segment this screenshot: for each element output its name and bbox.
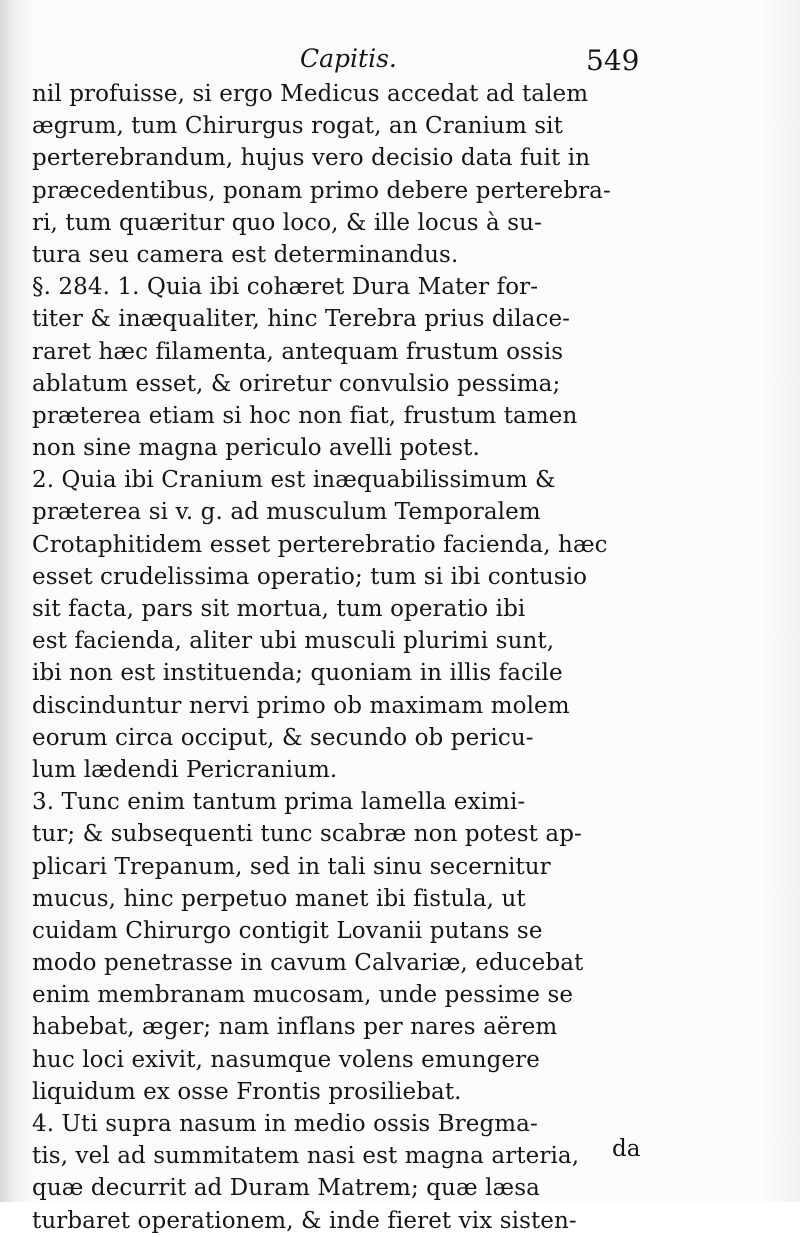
text-line: est facienda, aliter ubi musculi plurimi sunt, — [32, 628, 555, 655]
text-line: quæ decurrit ad Duram Matrem; quæ læsa — [32, 1175, 540, 1202]
text-line: eorum circa occiput, & secundo ob pericu- — [32, 724, 534, 751]
text-line: præterea etiam si hoc non fiat, frustum tamen — [32, 402, 578, 429]
text-line: huc loci exivit, nasumque volens emungere — [32, 1046, 540, 1073]
text-line: ibi non est instituenda; quoniam in illis facile — [32, 660, 563, 687]
text-line: tura seu camera est determinandus. — [32, 241, 459, 268]
text-line: mucus, hinc perpetuo manet ibi fistula, ut — [32, 885, 526, 912]
text-line: lum lædendi Pericranium. — [32, 756, 338, 783]
text-line: habebat, æger; nam inflans per nares aërem — [32, 1014, 558, 1041]
text-line: sit facta, pars sit mortua, tum operatio ibi — [32, 596, 526, 622]
text-line: ægrum, tum Chirurgus rogat, an Cranium sit — [32, 113, 563, 140]
page-number: 549 — [586, 44, 640, 77]
text-line: §. 284. 1. Quia ibi cohæret Dura Mater for- — [32, 274, 539, 301]
text-line: turbaret operationem, & inde fieret vix sisten- — [32, 1207, 577, 1234]
text-line: enim membranam mucosam, unde pessime se — [32, 982, 574, 1009]
text-line: 3. Tunc enim tantum prima lamella eximi- — [32, 789, 526, 816]
text-line: 4. Uti supra nasum in medio ossis Bregma- — [32, 1111, 538, 1137]
page-header — [0, 40, 800, 80]
text-line: perterebrandum, hujus vero decisio data fuit in — [32, 145, 591, 172]
text-line: esset crudelissima operatio; tum si ibi contusio — [32, 563, 588, 590]
text-line: ablatum esset, & oriretur convulsio pessima; — [32, 370, 561, 397]
text-line: non sine magna periculo avelli potest. — [32, 435, 480, 462]
body-text — [32, 78, 662, 1237]
text-line: cuidam Chirurgo contigit Lovanii putans se — [32, 917, 543, 944]
text-line: modo penetrasse in cavum Calvariæ, educebat — [32, 950, 584, 977]
text-line: 2. Quia ibi Cranium est inæquabilissimum & — [32, 467, 556, 494]
text-line: titer & inæqualiter, hinc Terebra prius dilace- — [32, 306, 571, 333]
text-line: discinduntur nervi primo ob maximam molem — [32, 692, 570, 719]
text-line: Crotaphitidem esset perterebratio facienda, hæc — [32, 531, 608, 558]
text-line: tur; & subsequenti tunc scabræ non potest ap- — [32, 821, 582, 848]
text-line: nil profuisse, si ergo Medicus accedat ad talem — [32, 81, 589, 107]
text-line: præcedentibus, ponam primo debere perterebra- — [32, 177, 611, 204]
text-line: liquidum ex osse Frontis prosiliebat. — [32, 1078, 462, 1105]
running-head: Capitis. — [300, 44, 397, 73]
catchword: da — [612, 1136, 641, 1162]
text-line: tis, vel ad summitatem nasi est magna arteria, — [32, 1143, 580, 1170]
text-line: ri, tum quæritur quo loco, & ille locus à su- — [32, 209, 542, 236]
text-line: præterea si v. g. ad musculum Temporalem — [32, 499, 541, 526]
text-line: plicari Trepanum, sed in tali sinu secernitur — [32, 853, 551, 880]
text-line: raret hæc filamenta, antequam frustum ossis — [32, 338, 564, 365]
